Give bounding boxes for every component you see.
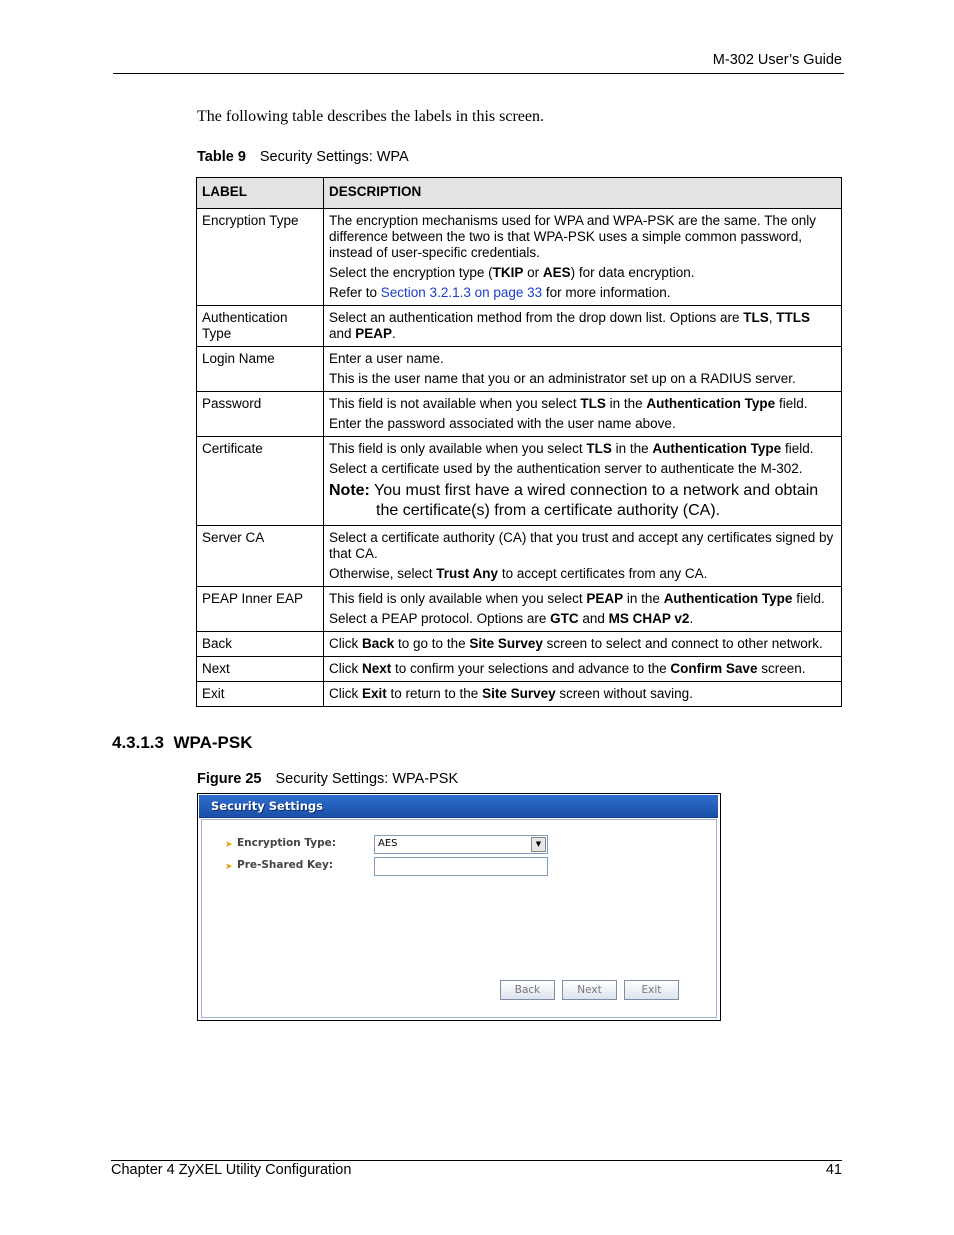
description-paragraph: Select a PEAP protocol. Options are GTC and MS CHAP v2. [329, 611, 694, 626]
row-label: PEAP Inner EAP [197, 587, 324, 632]
row-description [324, 587, 842, 632]
description-paragraph: Enter the password associated with the user name above. [329, 416, 676, 431]
row-description [324, 632, 842, 657]
description-paragraph: Click Next to confirm your selections and advance to the Confirm Save screen. [329, 661, 806, 676]
row-description [324, 392, 842, 437]
description-paragraph: Select a certificate used by the authentication server to authenticate the M-302. [329, 461, 803, 476]
row-description [324, 682, 842, 707]
description-paragraph: Click Back to go to the Site Survey screen to select and connect to other network. [329, 636, 823, 651]
header-title: M-302 User’s Guide [712, 52, 842, 68]
table-row [197, 632, 842, 657]
row-description [324, 437, 842, 526]
footer-page-number: 41 [825, 1162, 842, 1178]
encryption-type-value: AES [378, 838, 398, 849]
description-paragraph: Refer to Section 3.2.1.3 on page 33 for more information. [329, 285, 671, 300]
arrow-bullet-icon: ➤ [225, 861, 233, 871]
row-description [324, 526, 842, 587]
row-label: Exit [197, 682, 324, 707]
table-row [197, 392, 842, 437]
figure-caption-title: Security Settings: WPA-PSK [275, 771, 459, 787]
encryption-type-select[interactable] [374, 835, 548, 854]
description-paragraph: The encryption mechanisms used for WPA and WPA-PSK are the same. The only difference between the two is that WPA-PSK uses a simple common password, instead of user-specific credentials. [329, 213, 816, 260]
row-label: Certificate [197, 437, 324, 526]
table-row [197, 587, 842, 632]
description-paragraph: This is the user name that you or an administrator set up on a RADIUS server. [329, 371, 796, 386]
screenshot-titlebar [199, 795, 718, 818]
row-description [324, 657, 842, 682]
row-description [324, 306, 842, 347]
chevron-down-icon[interactable]: ▼ [531, 837, 546, 852]
section-heading [112, 733, 252, 753]
row-label: Back [197, 632, 324, 657]
row-label: Login Name [197, 347, 324, 392]
description-paragraph: Click Exit to return to the Site Survey screen without saving. [329, 686, 693, 701]
description-paragraph: Enter a user name. [329, 351, 444, 366]
section-title: WPA-PSK [173, 733, 253, 752]
table-row [197, 657, 842, 682]
description-paragraph: This field is not available when you select TLS in the Authentication Type field. [329, 396, 808, 411]
screenshot-panel [201, 819, 717, 1018]
figure-caption [197, 771, 458, 787]
header-rule [113, 73, 844, 74]
description-paragraph: Otherwise, select Trust Any to accept certificates from any CA. [329, 566, 708, 581]
table-caption [197, 149, 409, 165]
description-paragraph: This field is only available when you select PEAP in the Authentication Type field. [329, 591, 825, 606]
description-paragraph: Select the encryption type (TKIP or AES) for data encryption. [329, 265, 695, 280]
table-caption-number: Table 9 [197, 149, 246, 165]
row-label: Server CA [197, 526, 324, 587]
arrow-bullet-icon: ➤ [225, 839, 233, 849]
note [329, 481, 836, 521]
back-button[interactable]: Back [500, 980, 555, 1000]
figure-caption-number: Figure 25 [197, 771, 262, 787]
security-settings-screenshot [197, 793, 721, 1021]
row-label: Password [197, 392, 324, 437]
table-row [197, 347, 842, 392]
table-caption-title: Security Settings: WPA [259, 149, 409, 165]
note-label: Note: [329, 482, 370, 499]
pre-shared-key-input[interactable] [374, 857, 548, 876]
column-header-label: LABEL [197, 178, 324, 209]
row-description [324, 347, 842, 392]
footer-chapter: Chapter 4 ZyXEL Utility Configuration [111, 1162, 352, 1178]
intro-text: The following table describes the labels in this screen. [197, 108, 545, 125]
description-paragraph: This field is only available when you select TLS in the Authentication Type field. [329, 441, 814, 456]
row-label: Encryption Type [197, 209, 324, 306]
row-description [324, 209, 842, 306]
column-header-description: DESCRIPTION [324, 178, 842, 209]
next-button[interactable]: Next [562, 980, 617, 1000]
table-row [197, 682, 842, 707]
exit-button[interactable]: Exit [624, 980, 679, 1000]
table-header-row [197, 178, 842, 209]
security-settings-table [196, 177, 842, 707]
footer-rule [111, 1160, 842, 1161]
table-row [197, 306, 842, 347]
description-paragraph: Select a certificate authority (CA) that you trust and accept any certificates signed by that CA. [329, 530, 834, 561]
row-label: Next [197, 657, 324, 682]
table-row [197, 209, 842, 306]
pre-shared-key-label: Pre-Shared Key: [237, 859, 334, 871]
table-row [197, 437, 842, 526]
note-text: You must first have a wired connection to a network and obtain the certificate(s) from a certificate authority (CA). [369, 482, 819, 519]
table-row [197, 526, 842, 587]
section-number: 4.3.1.3 [112, 733, 164, 752]
row-label: Authentication Type [197, 306, 324, 347]
section-link[interactable]: Section 3.2.1.3 on page 33 [380, 285, 543, 300]
screenshot-title: Security Settings [211, 799, 323, 813]
description-paragraph: Select an authentication method from the drop down list. Options are TLS, TTLS and PEAP. [329, 310, 811, 341]
encryption-type-label: Encryption Type: [237, 837, 336, 849]
